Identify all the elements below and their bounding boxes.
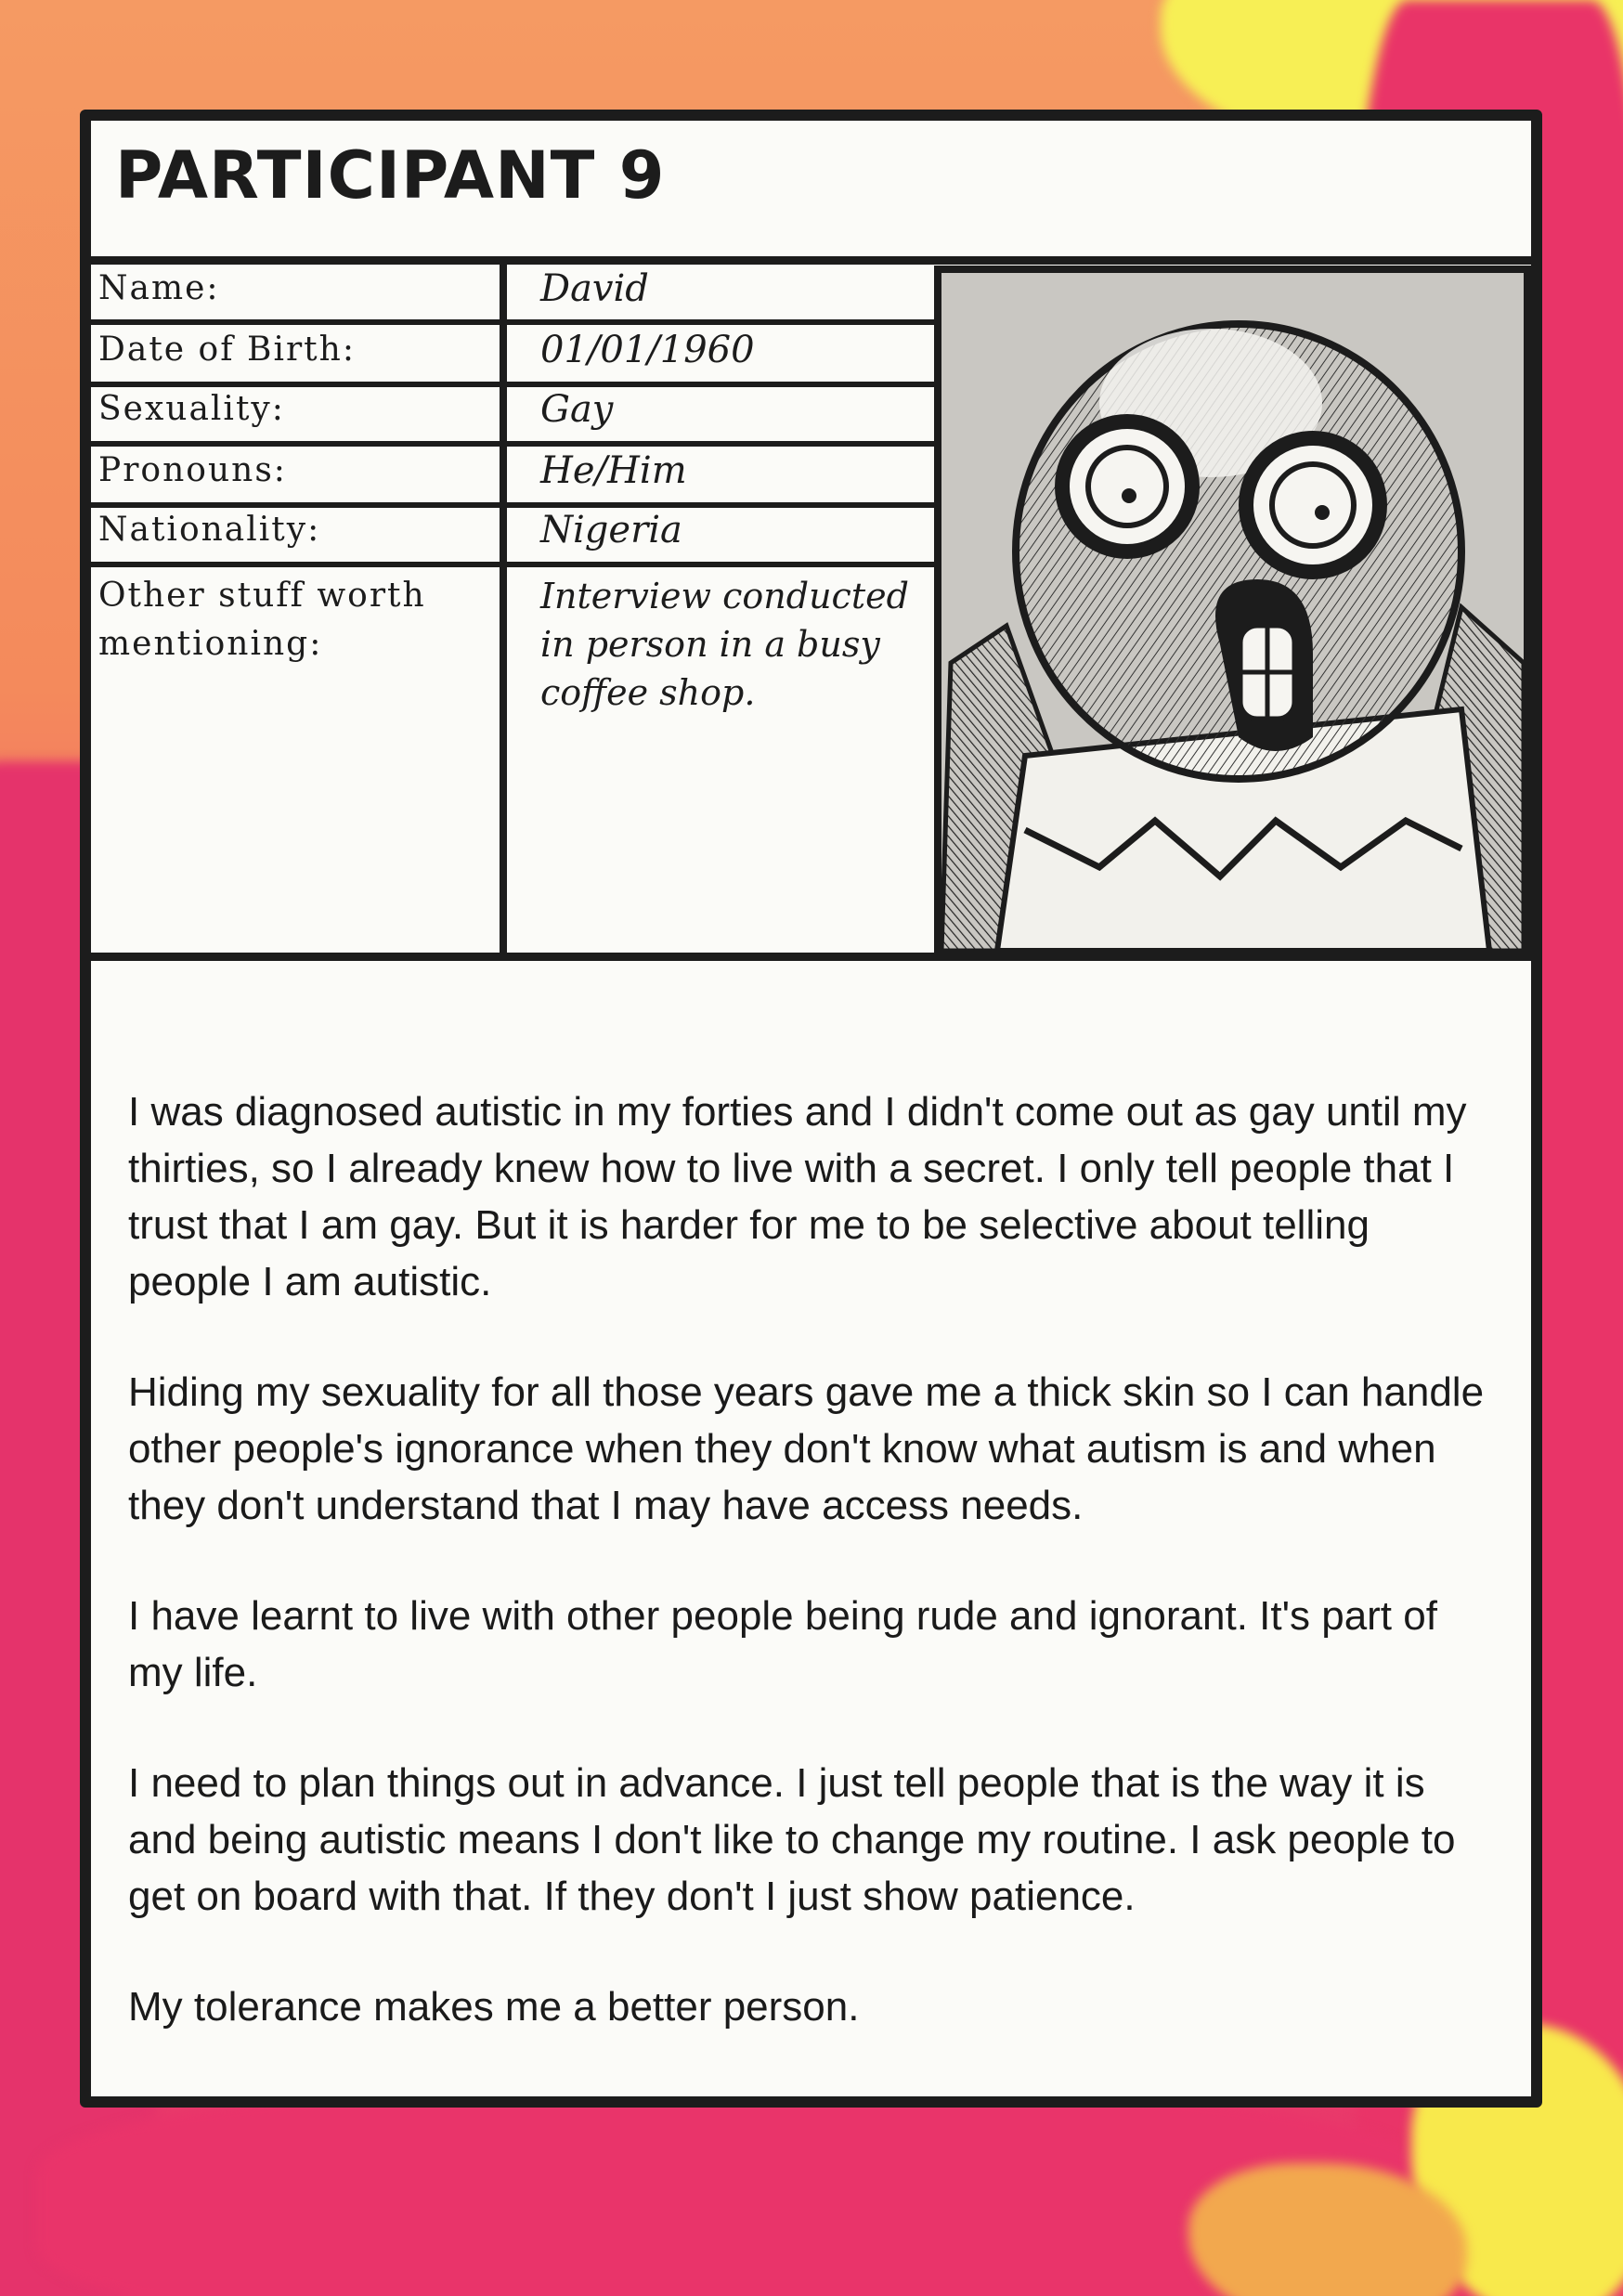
participant-portrait — [934, 266, 1531, 958]
page-title: PARTICIPANT 9 — [115, 137, 666, 214]
field-label-nationality: Nationality: — [98, 511, 321, 549]
field-value-dob: 01/01/1960 — [540, 329, 755, 371]
field-value-nationality: Nigeria — [540, 509, 682, 551]
narrative-text — [128, 1083, 1502, 2089]
row-divider — [91, 441, 938, 447]
paragraph: Hiding my sexuality for all those years gave me a thick skin so I can handle other people's ignorance when they don't know what autism is and when they don't understand that I may have access needs. — [128, 1369, 1485, 1528]
field-value-pronouns: He/Him — [540, 449, 687, 492]
header-divider — [91, 256, 1531, 265]
field-label-name: Name: — [98, 269, 220, 307]
participant-card — [80, 110, 1542, 2108]
field-label-dob: Date of Birth: — [98, 331, 356, 369]
paragraph: I have learnt to live with other people being rude and ignorant. It's part of my life. — [128, 1593, 1437, 1695]
paragraph: My tolerance makes me a better person. — [128, 1984, 860, 2030]
field-value-sexuality: Gay — [540, 388, 614, 431]
row-divider — [91, 502, 938, 508]
portrait-drawing — [941, 273, 1524, 951]
table-column-divider — [500, 260, 507, 956]
row-divider — [91, 382, 938, 387]
paragraph: I need to plan things out in advance. I just tell people that is the way it is and being autistic means I don't like to change my routine. I ask people to get on board with that. If they don't I just show patience. — [128, 1760, 1456, 1919]
row-divider — [91, 562, 938, 567]
field-value-name: David — [540, 267, 649, 310]
field-value-other: Interview conducted in person in a busy coffee shop. — [540, 576, 909, 713]
field-label-sexuality: Sexuality: — [98, 390, 285, 428]
field-label-pronouns: Pronouns: — [98, 451, 287, 489]
field-label-other: Other stuff worth mentioning: — [98, 577, 426, 663]
paragraph: I was diagnosed autistic in my forties and I didn't come out as gay until my thirties, so I already knew how to live with a secret. I only tell people that I trust that I am gay. But it is harder for me to be selective about telling people I am autistic. — [128, 1089, 1467, 1304]
row-divider — [91, 319, 938, 325]
